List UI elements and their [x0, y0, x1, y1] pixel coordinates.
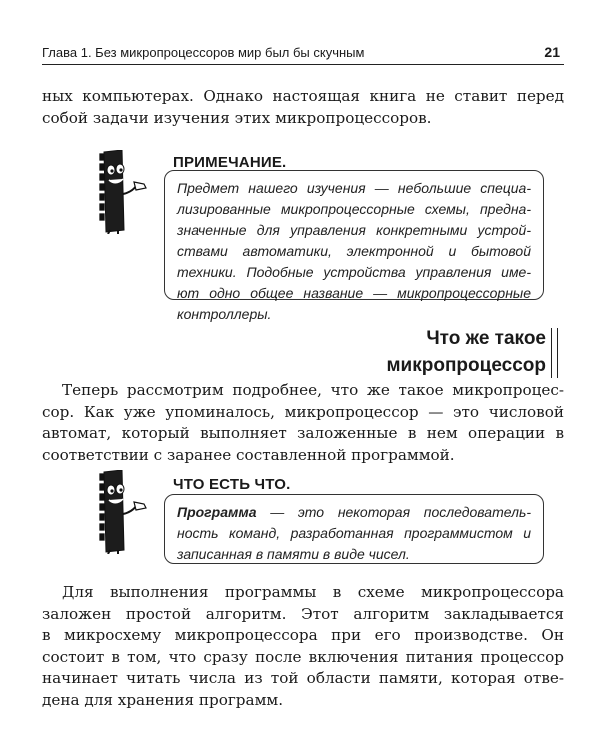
note-line: записанная в памяти в виде чисел. — [177, 546, 410, 562]
note-line: ность команд, разработанная программистом и — [177, 525, 531, 541]
text-line: Теперь рассмотрим подробнее, что же такое микропроцес- — [62, 381, 564, 399]
text-line: начинает читать числа из той области памяти, которая отве- — [42, 669, 564, 687]
note-box — [164, 494, 544, 564]
note-line: лизированные микропроцессорные схемы, предна- — [177, 201, 531, 217]
note-box — [164, 170, 544, 322]
text-line: дена для хранения программ. — [42, 690, 284, 709]
section-heading — [387, 325, 559, 379]
body-paragraph — [42, 582, 564, 711]
note-line: ствами автоматики, электронной и бытовой — [177, 243, 531, 259]
body-paragraph — [42, 380, 564, 466]
note-line: техники. Подобные устройства управления име- — [177, 264, 531, 280]
section-heading-line: микропроцессор — [386, 355, 546, 376]
note-line: контроллеры. — [177, 306, 272, 322]
note-title: ЧТО ЕСТЬ ЧТО. — [173, 476, 291, 493]
chapter-title: Глава 1. Без микропроцессоров мир был бы скучным — [42, 45, 365, 60]
running-header — [42, 44, 564, 65]
microchip-mascot-icon — [96, 150, 154, 234]
note-line: значенные для управления конкретными устрой- — [177, 222, 531, 238]
text-line: автомат, который выполняет заложенные в нем операции в — [42, 424, 564, 442]
text-line: заложен простой алгоритм. Этот алгоритм закладывается — [42, 604, 564, 623]
text-line: сор. Как уже упоминалось, микропроцессор — это числовой — [42, 402, 564, 421]
text-line: ных компьютерах. Однако настоящая книга не ставит перед — [42, 87, 564, 105]
note-line: Предмет нашего изучения — небольшие специа- — [177, 180, 531, 196]
section-heading-line: Что же такое — [426, 328, 546, 349]
note-title: ПРИМЕЧАНИЕ. — [173, 154, 287, 171]
microchip-mascot-icon — [96, 470, 154, 554]
text-line: собой задачи изучения этих микропроцессоров. — [42, 108, 432, 127]
note-line — [177, 502, 531, 523]
text-line: Для выполнения программы в схеме микропроцессора — [62, 583, 564, 601]
text-line: в микросхему микропроцессора при его производстве. Он — [42, 626, 564, 644]
intro-paragraph — [42, 86, 564, 129]
text-line: соответствии с заранее составленной программой. — [42, 445, 455, 464]
note-line-rest: — это некоторая последователь- — [256, 504, 531, 520]
note-line: ют одно общее название — микропроцессорные — [177, 285, 531, 301]
note-term: Программа — [177, 504, 257, 520]
page-number: 21 — [544, 44, 560, 60]
book-page — [42, 0, 564, 750]
text-line: состоит в том, что сразу после включения питания процессор — [42, 647, 564, 666]
